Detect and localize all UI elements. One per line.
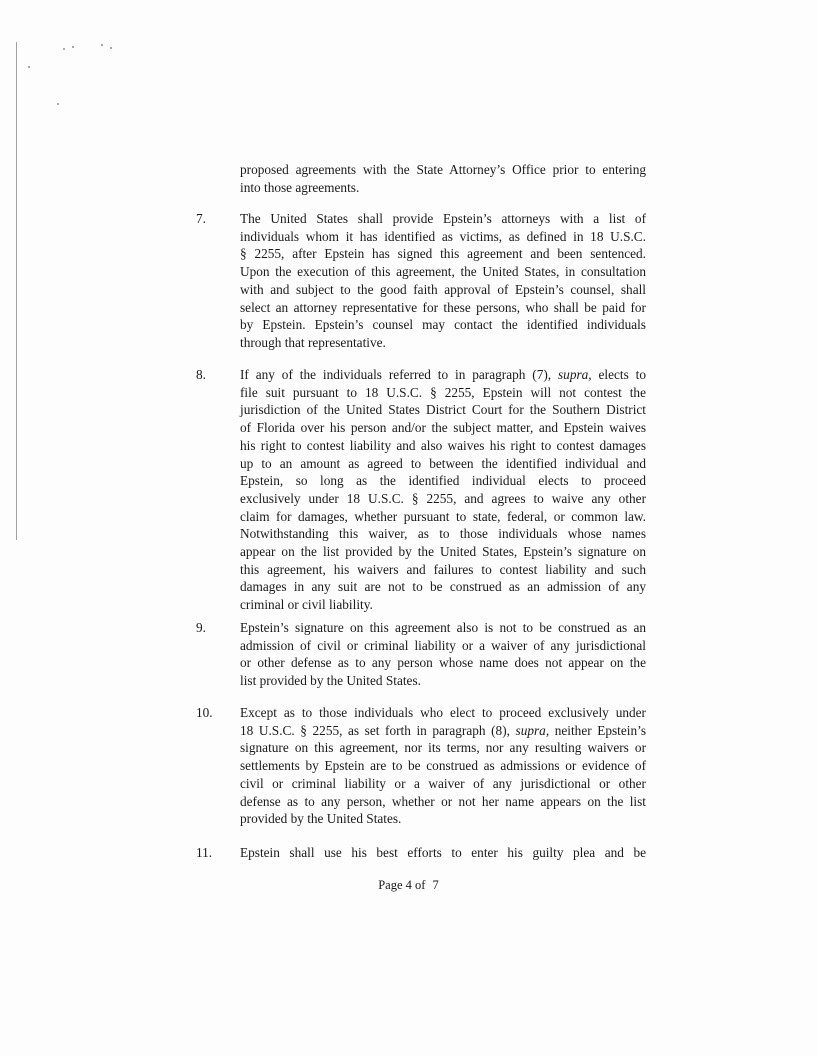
text-line: Except as to those individuals who elect to proceed exclusively under (240, 705, 646, 720)
scan-speck (110, 47, 112, 49)
scan-speck (72, 46, 74, 48)
scan-speck (63, 48, 65, 50)
text-line: jurisdiction of the United States District Court for the Southern District (240, 402, 646, 418)
page-total: 7 (432, 878, 439, 892)
text-line: individuals whom it has identified as victims, as defined in 18 U.S.C. (240, 228, 646, 244)
text-line: Upon the execution of this agreement, the United States, in consultation (240, 264, 646, 280)
scan-speck (101, 44, 103, 46)
paragraph-number: 8. (196, 367, 206, 382)
text-line: list provided by the United States. (240, 673, 421, 689)
text-line: this agreement, his waivers and failures to contest liability and such (240, 561, 646, 577)
text-line: file suit pursuant to 18 U.S.C. § 2255, Epstein will not contest the (240, 384, 646, 400)
text-line: with and subject to the good faith approval of Epstein’s counsel, shall (240, 281, 646, 297)
text-line: select an attorney representative for these persons, who shall be paid for (240, 299, 646, 315)
text-line: criminal or civil liability. (240, 597, 373, 613)
continuation-text (240, 161, 646, 196)
paragraph-number: 9. (196, 620, 206, 635)
text-line: Epstein shall use his best efforts to enter his guilty plea and be (240, 845, 646, 860)
text-line: The United States shall provide Epstein’s attorneys with a list of (240, 211, 646, 226)
paragraph-number: 10. (196, 705, 213, 720)
text-line: provided by the United States. (240, 811, 402, 827)
scan-artifact-line (16, 42, 17, 540)
text-line: into those agreements. (240, 179, 360, 195)
page-footer (0, 878, 817, 893)
scan-speck (28, 66, 30, 68)
text-line: civil or criminal liability or a waiver of any jurisdictional or other (240, 775, 646, 791)
text-line: his right to contest liability and also waives his right to contest damages (240, 437, 646, 453)
text-line: of Florida over his person and/or the subject matter, and Epstein waives (240, 420, 646, 436)
paragraph-8 (240, 366, 646, 614)
paragraph-7 (240, 210, 646, 352)
text-line: claim for damages, whether pursuant to state, federal, or common law. (240, 508, 646, 524)
paragraph-9 (240, 619, 646, 690)
text-line: § 2255, after Epstein has signed this agreement and been sentenced. (240, 246, 646, 262)
scan-speck (57, 103, 59, 105)
text-line: or other defense as to any person whose name does not appear on the (240, 655, 646, 671)
text-line: damages in any suit are not to be construed as an admission of any (240, 579, 646, 595)
text-line: Epstein, so long as the identified individual elects to proceed (240, 473, 646, 489)
text-line: Notwithstanding this waiver, as to those individuals whose names (240, 526, 646, 542)
text-line: appear on the list provided by the United States, Epstein’s signature on (240, 544, 646, 560)
paragraph-number: 7. (196, 211, 206, 226)
text-line: up to an amount as agreed to between the identified individual and (240, 455, 646, 471)
text-line: through that representative. (240, 334, 386, 350)
text-line: signature on this agreement, nor its terms, nor any resulting waivers or (240, 740, 646, 756)
page-label: Page 4 of (378, 878, 426, 892)
text-line: admission of civil or criminal liability or a waiver of any jurisdictional (240, 637, 646, 653)
text-line: settlements by Epstein are to be construed as admissions or evidence of (240, 758, 646, 774)
paragraph-number: 11. (196, 845, 213, 860)
text-line-with-italic: If any of the individuals referred to in paragraph (7), supra, elects to (240, 367, 646, 382)
text-line: Epstein’s signature on this agreement also is not to be construed as an (240, 620, 646, 635)
text-line: exclusively under 18 U.S.C. § 2255, and agrees to waive any other (240, 490, 646, 506)
paragraph-10 (240, 704, 646, 828)
text-line: defense as to any person, whether or not her name appears on the list (240, 793, 646, 809)
text-line: proposed agreements with the State Attorney’s Office prior to entering (240, 162, 646, 177)
text-line: by Epstein. Epstein’s counsel may contact the identified individuals (240, 317, 646, 333)
text-line-with-italic: 18 U.S.C. § 2255, as set forth in paragraph (8), supra, neither Epstein’s (240, 722, 646, 738)
paragraph-11 (240, 844, 646, 862)
